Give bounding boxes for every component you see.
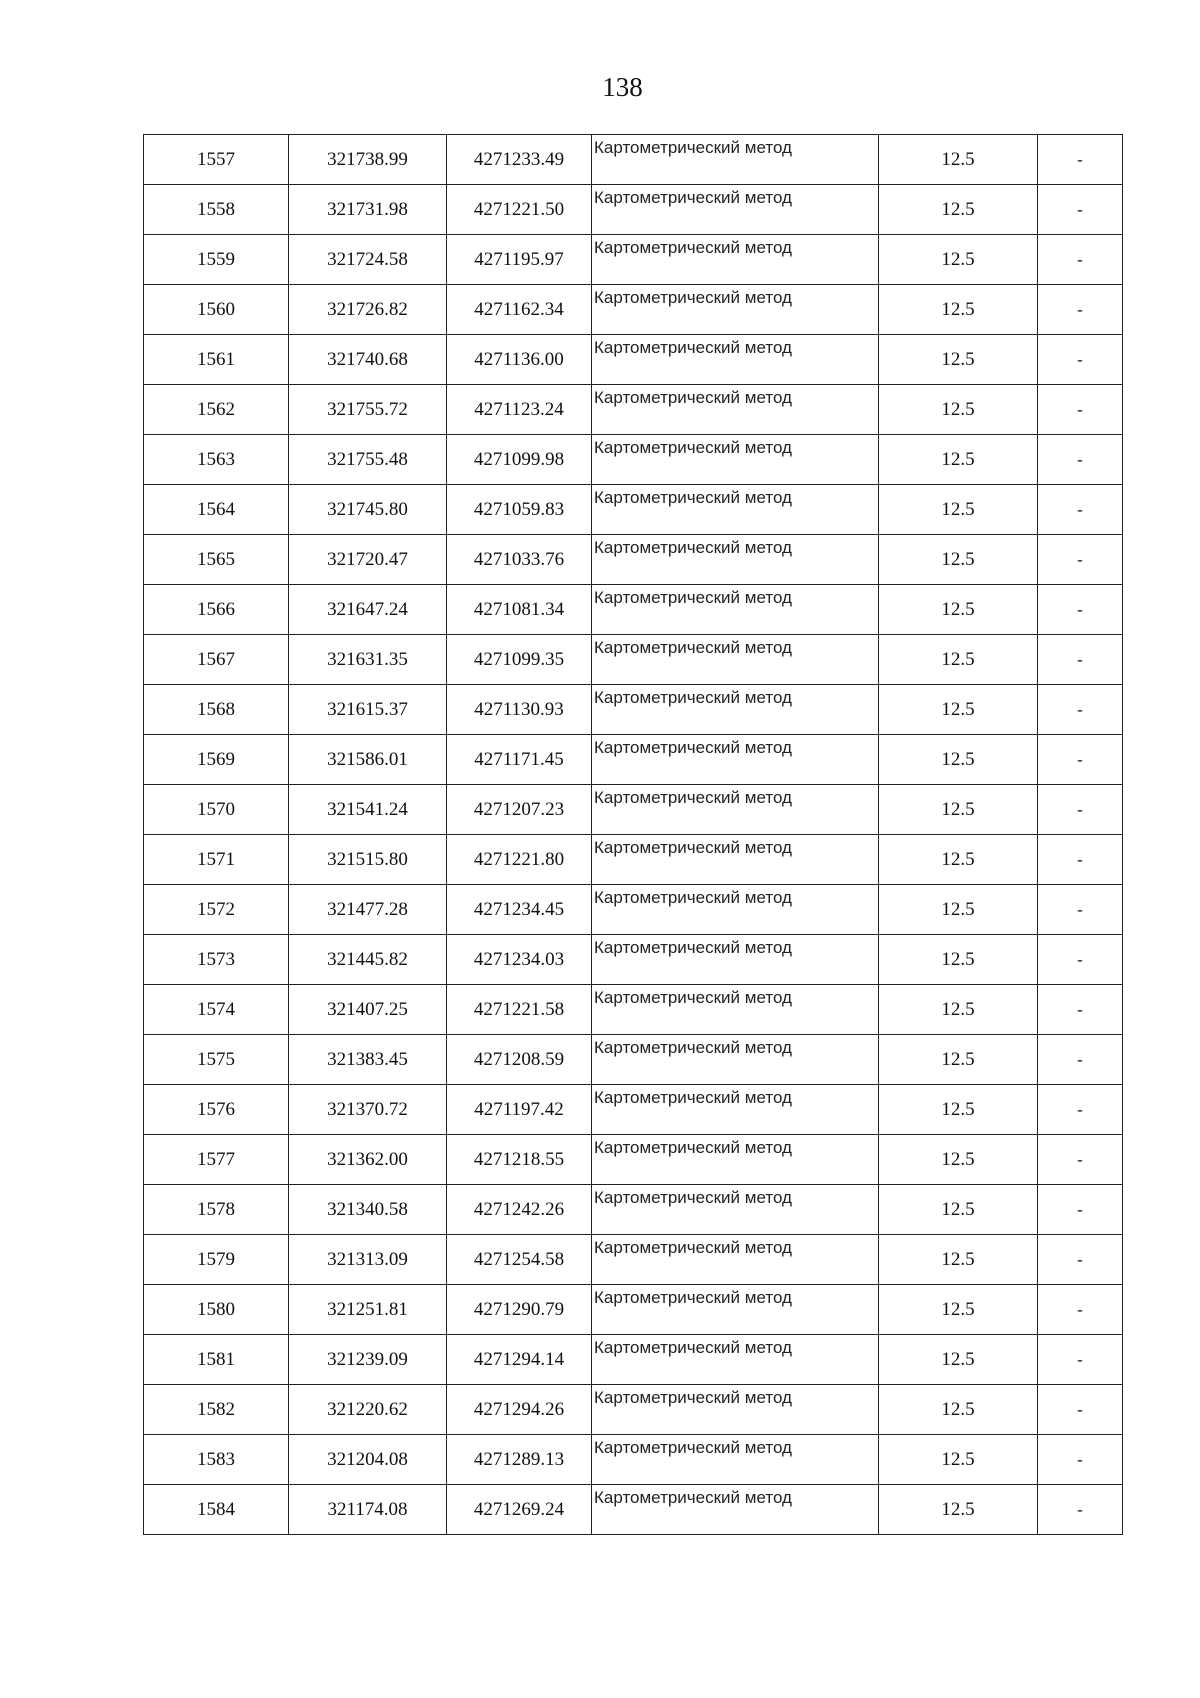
table-row	[144, 1385, 1123, 1435]
method-cell: Картометрический метод	[592, 835, 879, 885]
table-row	[144, 185, 1123, 235]
point-number-cell: 1562	[144, 385, 289, 435]
table-row	[144, 835, 1123, 885]
point-number-cell: 1572	[144, 885, 289, 935]
note-cell: -	[1038, 1335, 1123, 1385]
note-cell: -	[1038, 1385, 1123, 1435]
point-number-cell: 1584	[144, 1485, 289, 1535]
y-coordinate-cell: 4271242.26	[447, 1185, 592, 1235]
note-cell: -	[1038, 1035, 1123, 1085]
method-cell: Картометрический метод	[592, 485, 879, 535]
point-number-cell: 1571	[144, 835, 289, 885]
note-cell: -	[1038, 1085, 1123, 1135]
x-coordinate-cell: 321541.24	[289, 785, 447, 835]
table-row	[144, 685, 1123, 735]
x-coordinate-cell: 321724.58	[289, 235, 447, 285]
accuracy-cell: 12.5	[879, 635, 1038, 685]
y-coordinate-cell: 4271081.34	[447, 585, 592, 635]
note-cell: -	[1038, 1435, 1123, 1485]
table-row	[144, 1335, 1123, 1385]
method-cell: Картометрический метод	[592, 1285, 879, 1335]
y-coordinate-cell: 4271123.24	[447, 385, 592, 435]
accuracy-cell: 12.5	[879, 335, 1038, 385]
point-number-cell: 1557	[144, 135, 289, 185]
coordinates-table-body	[144, 135, 1123, 1535]
table-row	[144, 435, 1123, 485]
note-cell: -	[1038, 1235, 1123, 1285]
accuracy-cell: 12.5	[879, 1335, 1038, 1385]
method-cell: Картометрический метод	[592, 1135, 879, 1185]
point-number-cell: 1560	[144, 285, 289, 335]
method-cell: Картометрический метод	[592, 1385, 879, 1435]
point-number-cell: 1567	[144, 635, 289, 685]
accuracy-cell: 12.5	[879, 135, 1038, 185]
y-coordinate-cell: 4271221.80	[447, 835, 592, 885]
note-cell: -	[1038, 735, 1123, 785]
y-coordinate-cell: 4271033.76	[447, 535, 592, 585]
y-coordinate-cell: 4271234.45	[447, 885, 592, 935]
method-cell: Картометрический метод	[592, 185, 879, 235]
point-number-cell: 1558	[144, 185, 289, 235]
table-row	[144, 585, 1123, 635]
table-row	[144, 1285, 1123, 1335]
method-cell: Картометрический метод	[592, 685, 879, 735]
accuracy-cell: 12.5	[879, 435, 1038, 485]
x-coordinate-cell: 321515.80	[289, 835, 447, 885]
method-cell: Картометрический метод	[592, 385, 879, 435]
x-coordinate-cell: 321220.62	[289, 1385, 447, 1435]
accuracy-cell: 12.5	[879, 1085, 1038, 1135]
table-row	[144, 235, 1123, 285]
x-coordinate-cell: 321726.82	[289, 285, 447, 335]
method-cell: Картометрический метод	[592, 635, 879, 685]
y-coordinate-cell: 4271218.55	[447, 1135, 592, 1185]
x-coordinate-cell: 321755.48	[289, 435, 447, 485]
method-cell: Картометрический метод	[592, 1435, 879, 1485]
y-coordinate-cell: 4271195.97	[447, 235, 592, 285]
note-cell: -	[1038, 335, 1123, 385]
note-cell: -	[1038, 285, 1123, 335]
note-cell: -	[1038, 185, 1123, 235]
y-coordinate-cell: 4271234.03	[447, 935, 592, 985]
method-cell: Картометрический метод	[592, 1335, 879, 1385]
y-coordinate-cell: 4271208.59	[447, 1035, 592, 1085]
y-coordinate-cell: 4271207.23	[447, 785, 592, 835]
table-row	[144, 1185, 1123, 1235]
note-cell: -	[1038, 585, 1123, 635]
method-cell: Картометрический метод	[592, 885, 879, 935]
method-cell: Картометрический метод	[592, 335, 879, 385]
point-number-cell: 1564	[144, 485, 289, 535]
accuracy-cell: 12.5	[879, 935, 1038, 985]
table-row	[144, 735, 1123, 785]
x-coordinate-cell: 321477.28	[289, 885, 447, 935]
x-coordinate-cell: 321615.37	[289, 685, 447, 735]
accuracy-cell: 12.5	[879, 885, 1038, 935]
y-coordinate-cell: 4271254.58	[447, 1235, 592, 1285]
point-number-cell: 1566	[144, 585, 289, 635]
note-cell: -	[1038, 1185, 1123, 1235]
accuracy-cell: 12.5	[879, 835, 1038, 885]
point-number-cell: 1568	[144, 685, 289, 735]
accuracy-cell: 12.5	[879, 1435, 1038, 1485]
point-number-cell: 1565	[144, 535, 289, 585]
accuracy-cell: 12.5	[879, 685, 1038, 735]
table-row	[144, 535, 1123, 585]
method-cell: Картометрический метод	[592, 985, 879, 1035]
x-coordinate-cell: 321251.81	[289, 1285, 447, 1335]
note-cell: -	[1038, 885, 1123, 935]
table-row	[144, 135, 1123, 185]
x-coordinate-cell: 321745.80	[289, 485, 447, 535]
y-coordinate-cell: 4271289.13	[447, 1435, 592, 1485]
method-cell: Картометрический метод	[592, 135, 879, 185]
note-cell: -	[1038, 835, 1123, 885]
table-row	[144, 1485, 1123, 1535]
y-coordinate-cell: 4271099.35	[447, 635, 592, 685]
x-coordinate-cell: 321720.47	[289, 535, 447, 585]
table-row	[144, 335, 1123, 385]
note-cell: -	[1038, 785, 1123, 835]
x-coordinate-cell: 321740.68	[289, 335, 447, 385]
note-cell: -	[1038, 935, 1123, 985]
point-number-cell: 1577	[144, 1135, 289, 1185]
y-coordinate-cell: 4271136.00	[447, 335, 592, 385]
y-coordinate-cell: 4271130.93	[447, 685, 592, 735]
accuracy-cell: 12.5	[879, 1135, 1038, 1185]
x-coordinate-cell: 321383.45	[289, 1035, 447, 1085]
accuracy-cell: 12.5	[879, 1385, 1038, 1435]
y-coordinate-cell: 4271269.24	[447, 1485, 592, 1535]
note-cell: -	[1038, 535, 1123, 585]
method-cell: Картометрический метод	[592, 1485, 879, 1535]
table-row	[144, 385, 1123, 435]
table-row	[144, 1085, 1123, 1135]
method-cell: Картометрический метод	[592, 935, 879, 985]
accuracy-cell: 12.5	[879, 735, 1038, 785]
accuracy-cell: 12.5	[879, 235, 1038, 285]
point-number-cell: 1579	[144, 1235, 289, 1285]
point-number-cell: 1583	[144, 1435, 289, 1485]
accuracy-cell: 12.5	[879, 1235, 1038, 1285]
table-row	[144, 935, 1123, 985]
accuracy-cell: 12.5	[879, 785, 1038, 835]
note-cell: -	[1038, 1485, 1123, 1535]
accuracy-cell: 12.5	[879, 985, 1038, 1035]
method-cell: Картометрический метод	[592, 235, 879, 285]
table-row	[144, 1235, 1123, 1285]
y-coordinate-cell: 4271171.45	[447, 735, 592, 785]
x-coordinate-cell: 321239.09	[289, 1335, 447, 1385]
note-cell: -	[1038, 635, 1123, 685]
note-cell: -	[1038, 135, 1123, 185]
accuracy-cell: 12.5	[879, 185, 1038, 235]
y-coordinate-cell: 4271294.14	[447, 1335, 592, 1385]
method-cell: Картометрический метод	[592, 735, 879, 785]
point-number-cell: 1570	[144, 785, 289, 835]
table-row	[144, 885, 1123, 935]
coordinates-table	[143, 134, 1123, 1535]
y-coordinate-cell: 4271162.34	[447, 285, 592, 335]
point-number-cell: 1573	[144, 935, 289, 985]
table-row	[144, 285, 1123, 335]
page-number: 138	[602, 72, 643, 102]
accuracy-cell: 12.5	[879, 585, 1038, 635]
y-coordinate-cell: 4271059.83	[447, 485, 592, 535]
method-cell: Картометрический метод	[592, 785, 879, 835]
y-coordinate-cell: 4271294.26	[447, 1385, 592, 1435]
method-cell: Картометрический метод	[592, 285, 879, 335]
method-cell: Картометрический метод	[592, 1235, 879, 1285]
accuracy-cell: 12.5	[879, 485, 1038, 535]
point-number-cell: 1578	[144, 1185, 289, 1235]
method-cell: Картометрический метод	[592, 535, 879, 585]
x-coordinate-cell: 321631.35	[289, 635, 447, 685]
accuracy-cell: 12.5	[879, 535, 1038, 585]
point-number-cell: 1580	[144, 1285, 289, 1335]
point-number-cell: 1575	[144, 1035, 289, 1085]
note-cell: -	[1038, 435, 1123, 485]
x-coordinate-cell: 321174.08	[289, 1485, 447, 1535]
x-coordinate-cell: 321445.82	[289, 935, 447, 985]
point-number-cell: 1581	[144, 1335, 289, 1385]
point-number-cell: 1561	[144, 335, 289, 385]
note-cell: -	[1038, 235, 1123, 285]
method-cell: Картометрический метод	[592, 1085, 879, 1135]
x-coordinate-cell: 321204.08	[289, 1435, 447, 1485]
x-coordinate-cell: 321647.24	[289, 585, 447, 635]
point-number-cell: 1574	[144, 985, 289, 1035]
x-coordinate-cell: 321370.72	[289, 1085, 447, 1135]
y-coordinate-cell: 4271197.42	[447, 1085, 592, 1135]
x-coordinate-cell: 321755.72	[289, 385, 447, 435]
accuracy-cell: 12.5	[879, 1185, 1038, 1235]
y-coordinate-cell: 4271221.50	[447, 185, 592, 235]
table-row	[144, 635, 1123, 685]
note-cell: -	[1038, 385, 1123, 435]
method-cell: Картометрический метод	[592, 585, 879, 635]
accuracy-cell: 12.5	[879, 1485, 1038, 1535]
x-coordinate-cell: 321362.00	[289, 1135, 447, 1185]
accuracy-cell: 12.5	[879, 385, 1038, 435]
note-cell: -	[1038, 685, 1123, 735]
table-row	[144, 1035, 1123, 1085]
point-number-cell: 1569	[144, 735, 289, 785]
table-row	[144, 485, 1123, 535]
point-number-cell: 1576	[144, 1085, 289, 1135]
table-row	[144, 1435, 1123, 1485]
accuracy-cell: 12.5	[879, 1035, 1038, 1085]
table-row	[144, 1135, 1123, 1185]
note-cell: -	[1038, 1285, 1123, 1335]
table-row	[144, 985, 1123, 1035]
method-cell: Картометрический метод	[592, 1035, 879, 1085]
method-cell: Картометрический метод	[592, 1185, 879, 1235]
point-number-cell: 1563	[144, 435, 289, 485]
point-number-cell: 1559	[144, 235, 289, 285]
x-coordinate-cell: 321586.01	[289, 735, 447, 785]
y-coordinate-cell: 4271233.49	[447, 135, 592, 185]
method-cell: Картометрический метод	[592, 435, 879, 485]
y-coordinate-cell: 4271099.98	[447, 435, 592, 485]
y-coordinate-cell: 4271290.79	[447, 1285, 592, 1335]
x-coordinate-cell: 321731.98	[289, 185, 447, 235]
note-cell: -	[1038, 485, 1123, 535]
point-number-cell: 1582	[144, 1385, 289, 1435]
table-row	[144, 785, 1123, 835]
note-cell: -	[1038, 1135, 1123, 1185]
x-coordinate-cell: 321407.25	[289, 985, 447, 1035]
accuracy-cell: 12.5	[879, 285, 1038, 335]
accuracy-cell: 12.5	[879, 1285, 1038, 1335]
x-coordinate-cell: 321340.58	[289, 1185, 447, 1235]
x-coordinate-cell: 321738.99	[289, 135, 447, 185]
x-coordinate-cell: 321313.09	[289, 1235, 447, 1285]
note-cell: -	[1038, 985, 1123, 1035]
y-coordinate-cell: 4271221.58	[447, 985, 592, 1035]
